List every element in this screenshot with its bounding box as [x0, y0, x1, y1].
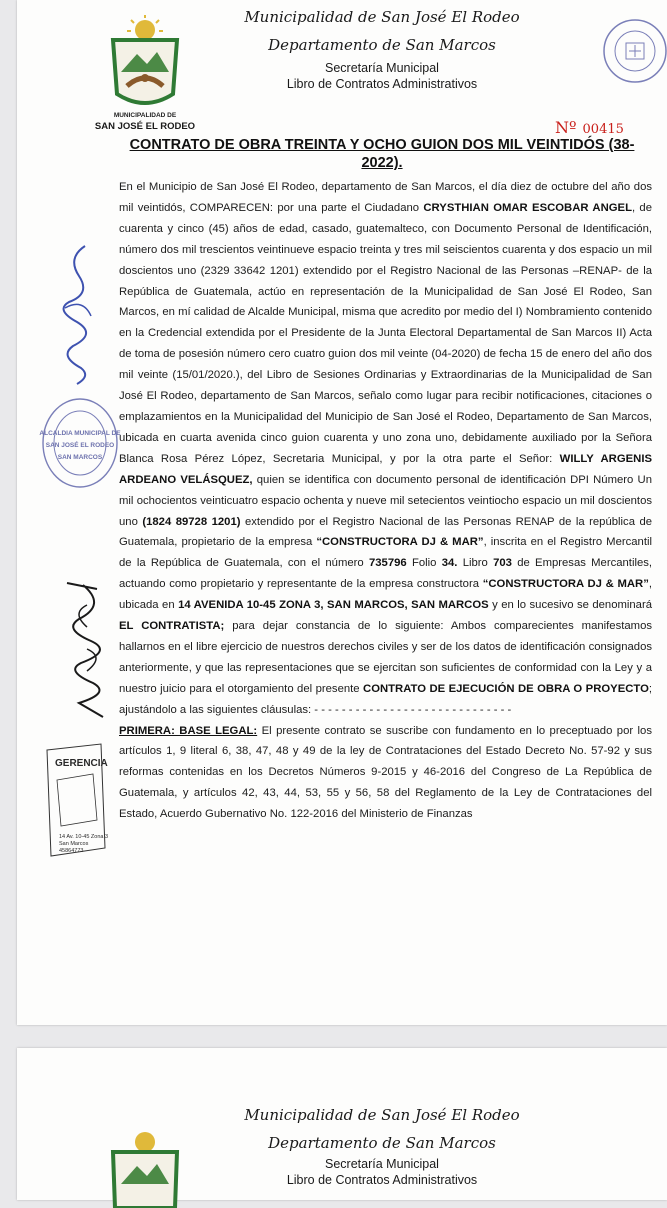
header-municipality: Municipalidad de San José El Rodeo: [244, 1106, 520, 1124]
text-segment: Folio: [411, 557, 437, 570]
logo-caption-small: MUNICIPALIDAD DE: [113, 112, 177, 119]
contract-title: CONTRATO DE OBRA TREINTA Y OCHO GUION DOS MIL VEINTIDÓS (38-2022).: [129, 137, 635, 171]
contract-page-2: [17, 1048, 667, 1200]
contraloria-seal: [602, 18, 667, 84]
text-segment: y en lo sucesivo se denominará: [492, 599, 653, 612]
registry-folio: 34.: [441, 557, 458, 570]
company-name: “CONSTRUCTORA DJ & MAR”: [316, 536, 484, 549]
contract-type: CONTRATO DE EJECUCIÓN DE OBRA O PROYECTO: [363, 682, 649, 695]
contractor-role: EL CONTRATISTA;: [119, 620, 225, 633]
text-segment: de Empresas Mercantiles, actuando como propietario y representante de la empresa constructora: [119, 557, 653, 591]
text-segment: , inscrita en el Registro Mercantil de la República de Guatemala, con el número: [119, 536, 653, 570]
text-segment: quien se identifica con documento personal de identificación DPI Número Un mil ochocientos veinticuatro espacio ochenta y nueve mil setecientos veintiocho espacio un mil doscientos uno: [119, 473, 652, 528]
contract-paragraph-parties: [119, 177, 652, 721]
registry-number: 735796: [368, 557, 407, 570]
signature-left-top: [47, 238, 109, 388]
company-address: 14 AVENIDA 10-45 ZONA 3, SAN MARCOS, SAN MARCOS: [178, 599, 489, 612]
text-segment: ; ajustándolo a las siguientes cláusulas: - - - - - - - - - - - - - - - - - - - - - - - - - - - - -: [119, 682, 653, 716]
gerencia-stamp: [43, 740, 113, 860]
municipal-logo: [85, 1128, 205, 1208]
gerencia-stamp-line3: 45864773: [59, 848, 84, 854]
registry-book: 703: [493, 557, 512, 570]
clause-text: El presente contrato se suscribe con fundamento en lo preceptuado por los artículos 1, 9 literal 6, 38, 47, 48 y 49 de la ley de Contrataciones del Estado Decreto No. 57-92 y sus reformas contenidas en los Decretos Números 9-2015 y 46-2016 del Congreso de La República de Guatemala, y artículos 42, 43, 44, 53, 55 y 56, 58 del Reglamento de la Ley de Contrataciones del Estado, Acuerdo Gubernativo No. 122-2016 del Ministerio de Finanzas: [119, 724, 652, 821]
header-department: Departamento de San Marcos: [268, 1134, 496, 1152]
header-book: Libro de Contratos Administrativos: [286, 77, 478, 91]
text-segment: para dejar constancia de lo siguiente: Ambos comparecientes manifestamos hallarnos en el libre ejercicio de nuestros derechos civiles y ser de los datos de identificación consignados anteriormente, y que las representaciones que se ejercitan son suficientes de conformidad con la Ley y a nuestro juicio para el otorgamiento del presente: [119, 620, 652, 695]
contractor-dpi: (1824 89728 1201): [142, 515, 241, 528]
contract-body: [119, 177, 652, 825]
folio-value: 00415: [582, 122, 624, 137]
header-department: Departamento de San Marcos: [268, 36, 496, 54]
mayor-name: CRYSTHIAN OMAR ESCOBAR ANGEL: [423, 201, 632, 214]
text-segment: , de cuarenta y cinco (45) años de edad, casado, guatemalteco, con Documento Personal de Identificación, número dos mil trescientos veintinueve espacio treinta y tres mil seiscientos cuarenta y dos espacio un mil doscientos uno (2329 33642 1201) extendido por el Registro Nacional de las Personas –RENAP- de la República de Guatemala, actúo en representación de la Municipalidad de San José El Rodeo, San Marcos, en mí calidad de Alcalde Municipal, misma que acredito por medio del I) Nombramiento contenido en la Credencial extendida por el Presidente de la Junta Electoral Departamental de San Marcos II) Acta de toma de posesión número cero cuatro guion dos mil veinte (04-2020) de fecha 15 de enero del año dos mil veinte (15/01/2020.), del Libro de Sesiones Ordinarias y Extraordinarias de la Municipalidad de San José El Rodeo, departamento de San Marcos, señalo como lugar para recibir notificaciones, citaciones o emplazamientos en la Municipalidad del Municipio de San José el Rodeo, Departamento de San Marcos, ubicada en cuarta avenida cinco guion cuarenta y uno zona uno, debidamente auxiliado por la Señora Blanca Rosa Pérez López, Secretaria Municipal, y por la otra parte el Señor:: [119, 201, 652, 465]
municipal-logo: [85, 14, 205, 134]
text-segment: extendido por el Registro Nacional de las Personas RENAP de la república de Guatemala, propietario de la empresa: [119, 515, 653, 549]
contractor-name: WILLY ARGENIS ARDEANO VELÁSQUEZ,: [119, 452, 652, 486]
municipal-stamp-line3: SAN MARCOS: [57, 454, 103, 461]
municipal-stamp-line2: SAN JOSÉ EL RODEO: [45, 442, 115, 449]
logo-caption-big: SAN JOSÉ EL RODEO: [94, 121, 196, 132]
gerencia-stamp-title: GERENCIA: [55, 758, 108, 769]
header-office: Secretaría Municipal: [325, 1157, 439, 1171]
text-segment: En el Municipio de San José El Rodeo, departamento de San Marcos, el día diez de octubre del año dos mil veintidós, COMPARECEN: por una parte el Ciudadano: [119, 181, 652, 214]
gerencia-stamp-line1: 14 Av. 10-45 Zona 3: [59, 834, 109, 840]
municipal-stamp-line1: ALCALDIA MUNICIPAL DE: [39, 430, 121, 437]
folio-number: [555, 118, 624, 137]
text-segment: Libro: [462, 557, 488, 570]
contract-clause-first: [119, 721, 652, 826]
header-office: Secretaría Municipal: [325, 61, 439, 75]
header-book: Libro de Contratos Administrativos: [286, 1173, 478, 1187]
folio-symbol: Nº: [555, 118, 577, 137]
municipal-stamp: [39, 395, 121, 491]
text-segment: , ubicada en: [119, 578, 653, 612]
signature-contractor: [57, 575, 123, 725]
gerencia-stamp-line2: San Marcos: [59, 841, 89, 847]
contract-page-1: [17, 0, 667, 1025]
clause-heading: PRIMERA: BASE LEGAL:: [119, 724, 258, 737]
header-municipality: Municipalidad de San José El Rodeo: [244, 8, 520, 26]
company-name: “CONSTRUCTORA DJ & MAR”: [482, 578, 649, 591]
